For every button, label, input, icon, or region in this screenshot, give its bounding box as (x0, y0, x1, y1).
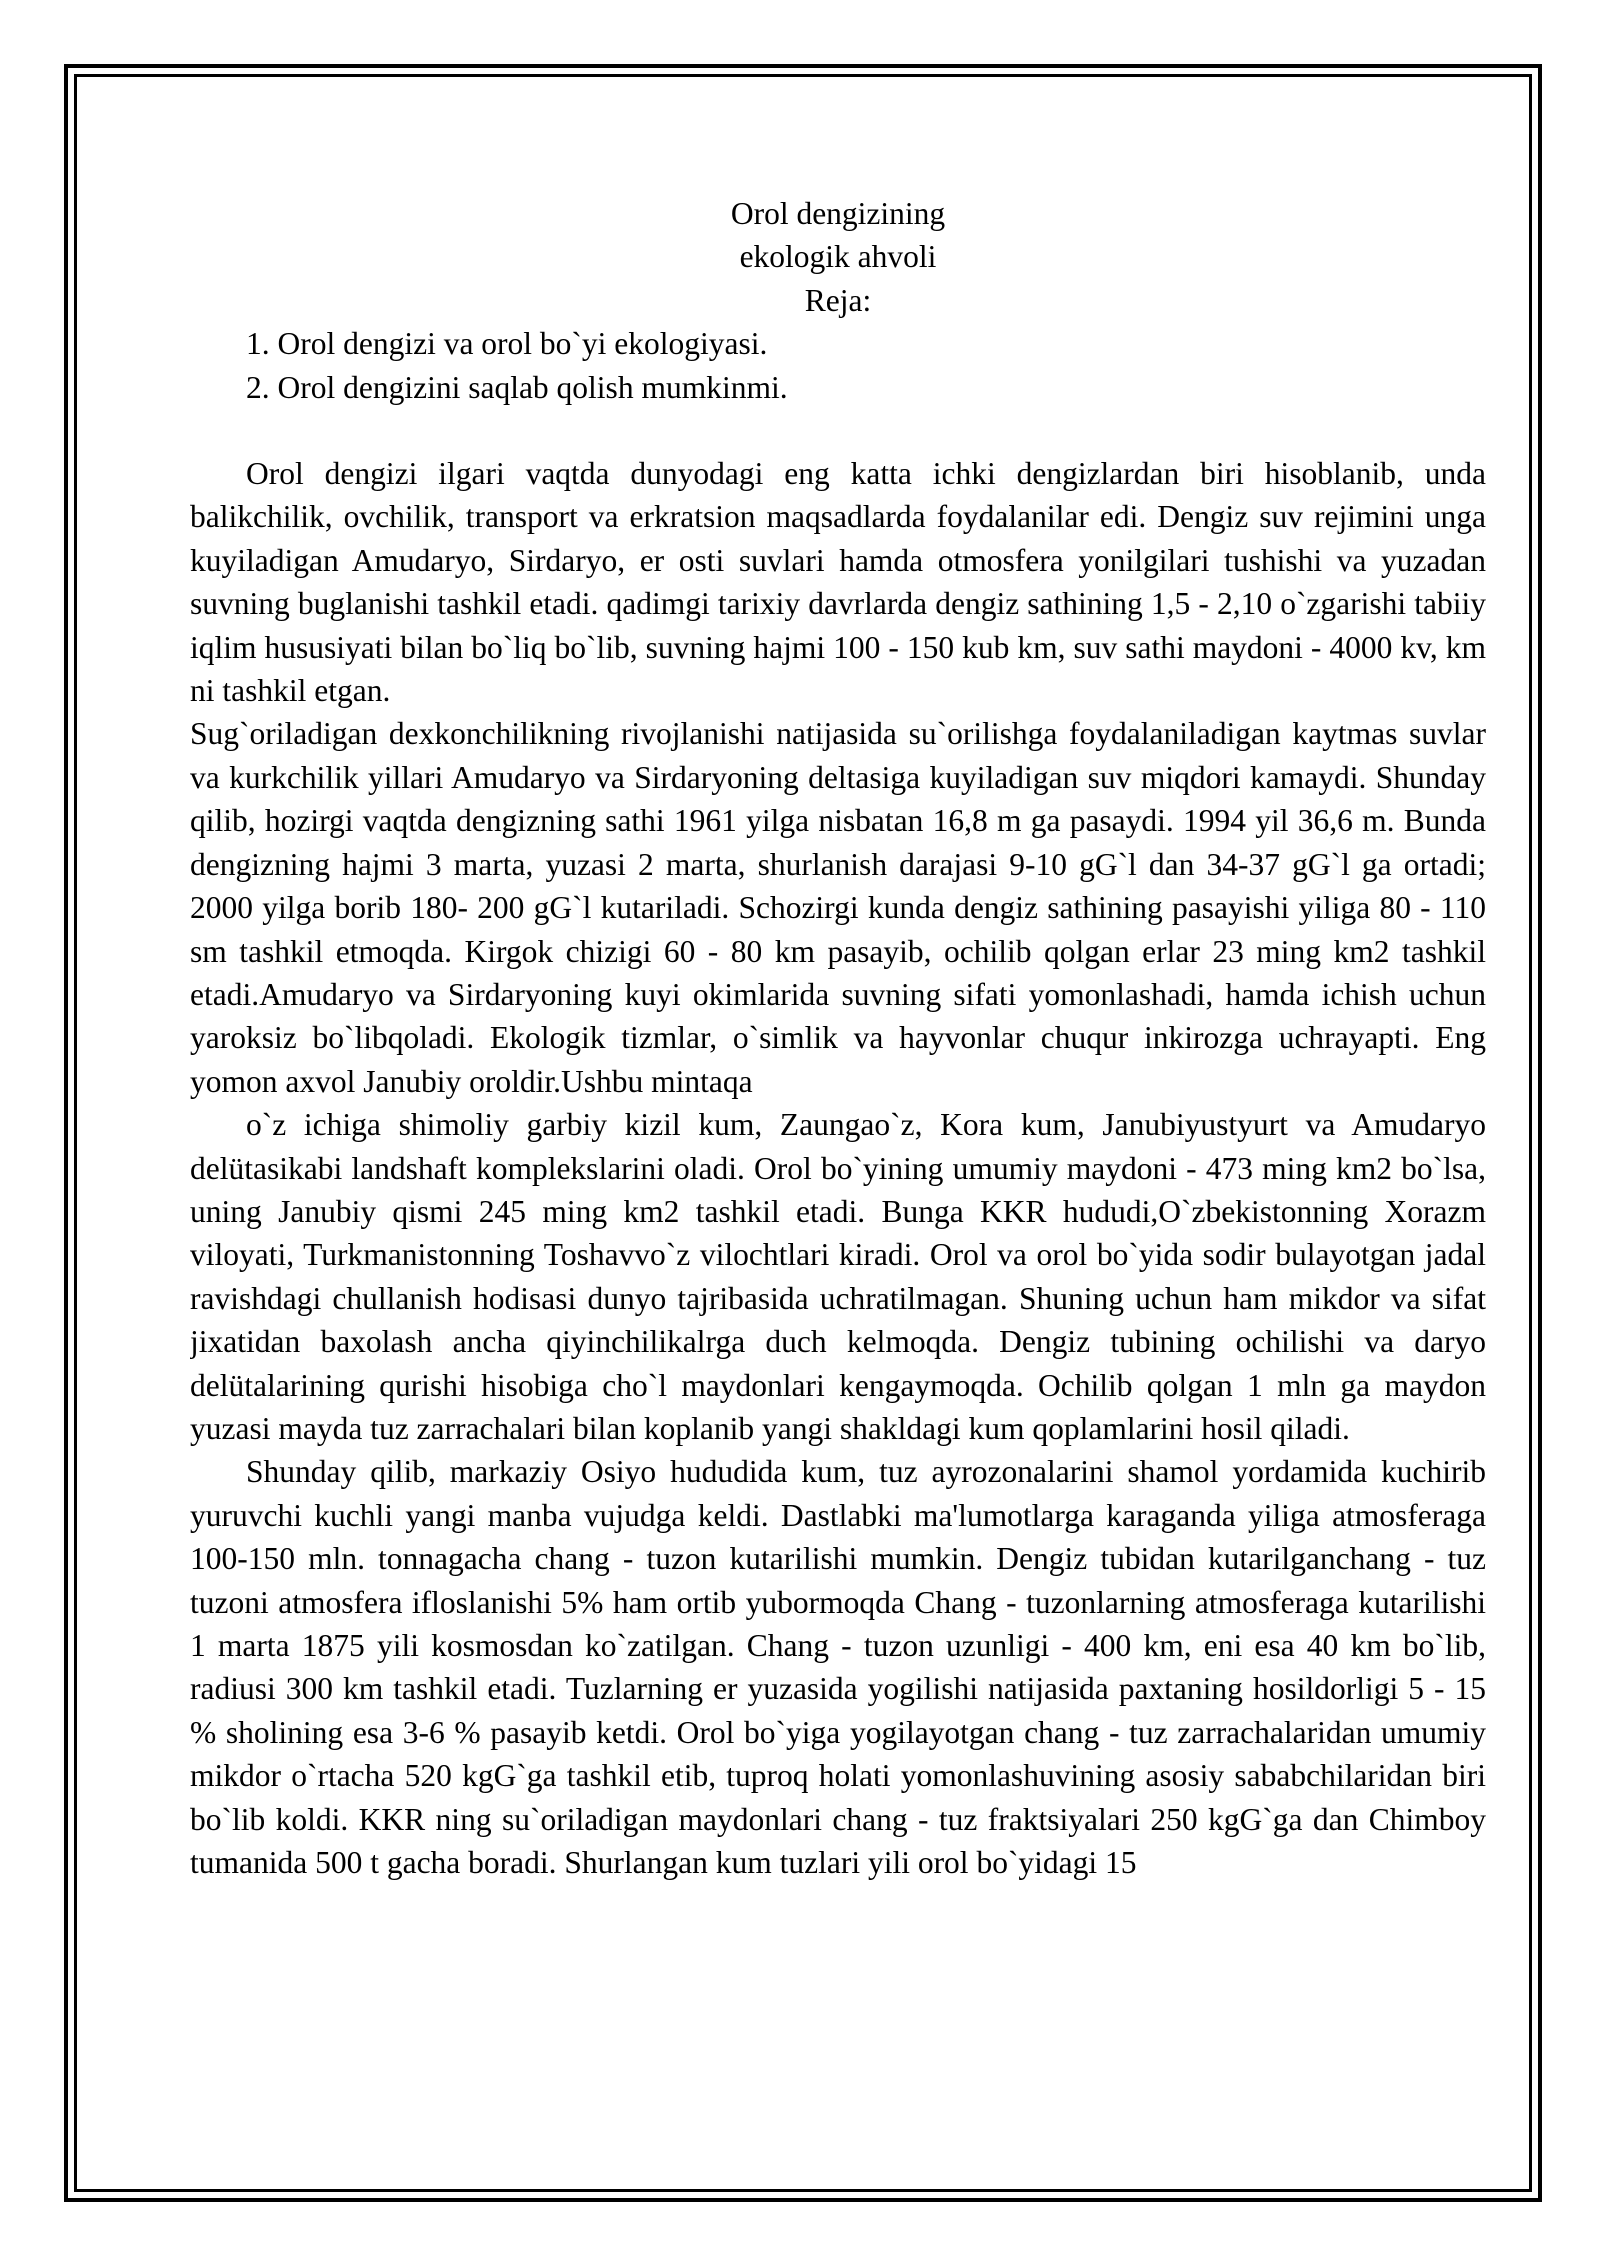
title-line: Orol dengizining (730, 196, 946, 231)
document-title (190, 192, 1486, 322)
document-page (190, 192, 1486, 2222)
spacer (190, 409, 1486, 452)
paragraph: Orol dengizi ilgari vaqtda dunyodagi eng katta ichki dengizlardan biri hisoblanib, unda balikchilik, ovchilik, transport va erkratsion maqsadlarda foydalanilar edi. Dengiz suv rejimini unga kuyiladigan Amudaryo, Sirdaryo, er osti suvlari hamda otmosfera yonilgilari tushishi va yuzadan suvning buglanishi tashkil etadi. qadimgi tarixiy davrlarda dengiz sathining 1,5 - 2,10 o`zgarishi tabiiy iqlim hususiyati bilan bo`liq bo`lib, suvning hajmi 100 - 150 kub km, suv sathi maydoni - 4000 kv, km ni tashkil etgan. (190, 456, 1486, 709)
plan-item: 2. Orol dengizini saqlab qolish mumkinmi. (246, 369, 788, 405)
paragraph: o`z ichiga shimoliy garbiy kizil kum, Zaungao`z, Kora kum, Janubiyustyurt va Amudaryo delütasikabi landshaft komplekslarini oladi. Orol bo`yining umumiy maydoni - 473 ming km2 bo`lsa, uning Janubiy qismi 245 ming km2 tashkil etadi. Bunga KKR hududi,O`zbekistonning Xorazm viloyati, Turkmanistonning Toshavvo`z vilochtlari kiradi. Orol va orol bo`yida sodir bulayotgan jadal ravishdagi chullanish hodisasi dunyo tajribasida uchratilmagan. Shuning uchun ham mikdor va sifat jixatidan baxolash ancha qiyinchilikalrga duch kelmoqda. Dengiz tubining ochilishi va daryo delütalarining qurishi hisobiga cho`l maydonlari kengaymoqda. Ochilib qolgan 1 mln ga maydon yuzasi mayda tuz zarrachalari bilan koplanib yangi shakldagi kum qoplamlarini hosil qiladi. (190, 1107, 1486, 1446)
subtitle-line: ekologik ahvoli (739, 239, 937, 275)
plan-list (190, 322, 1486, 409)
paragraph: Shunday qilib, markaziy Osiyo hududida kum, tuz ayrozonalarini shamol yordamida kuchirib yuruvchi kuchli yangi manba vujudga keldi. Dastlabki ma'lumotlarga karaganda yiliga atmosferaga 100-150 mln. tonnagacha chang - tuzon kutarilishi mumkin. Dengiz tubidan kutarilganchang - tuz tuzoni atmosfera ifloslanishi 5% ham ortib yubormoqda Chang - tuzonlarning atmosferaga kutarilishi 1 marta 1875 yili kosmosdan ko`zatilgan. Chang - tuzon uzunligi - 400 km, eni esa 40 km bo`lib, radiusi 300 km tashkil etadi. Tuzlarning er yuzasida yogilishi natijasida paxtaning hosildorligi 5 - 15 % sholining esa 3-6 % pasayib ketdi. Orol bo`yiga yogilayotgan chang - tuz zarrachalaridan umumiy mikdor o`rtacha 520 kgG`ga tashkil etib, tuproq holati yomonlashuvining asosiy sababchilaridan biri bo`lib koldi. KKR ning su`oriladigan maydonlari chang - tuz fraktsiyalari 250 kgG`ga dan Chimboy tumanida 500 t gacha boradi. Shurlangan kum tuzlari yili orol bo`yidagi 15 (190, 1454, 1486, 1881)
plan-heading: Reja: (804, 282, 872, 318)
paragraph: Sug`oriladigan dexkonchilikning rivojlanishi natijasida su`orilishga foydalaniladigan kaytmas suvlar va kurkchilik yillari Amudaryo va Sirdaryoning deltasiga kuyiladigan suv miqdori kamaydi. Shunday qilib, hozirgi vaqtda dengizning sathi 1961 yilga nisbatan 16,8 m ga pasaydi. 1994 yil 36,6 m. Bunda dengizning hajmi 3 marta, yuzasi 2 marta, shurlanish darajasi 9-10 gG`l dan 34-37 gG`l ga ortadi; 2000 yilga borib 180- 200 gG`l kutariladi. Schozirgi kunda dengiz sathining pasayishi yiliga 80 - 110 sm tashkil etmoqda. Kirgok chizigi 60 - 80 km pasayib, ochilib qolgan erlar 23 ming km2 tashkil etadi.Amudaryo va Sirdaryoning kuyi okimlarida suvning sifati yomonlashadi, hamda ichish uchun yaroksiz bo`libqoladi. Ekologik tizmlar, o`simlik va hayvonlar chuqur inkirozga uchrayapti. Eng yomon axvol Janubiy oroldir.Ushbu mintaqa (190, 716, 1486, 1099)
plan-item: 1. Orol dengizi va orol bo`yi ekologiyasi. (246, 326, 768, 362)
